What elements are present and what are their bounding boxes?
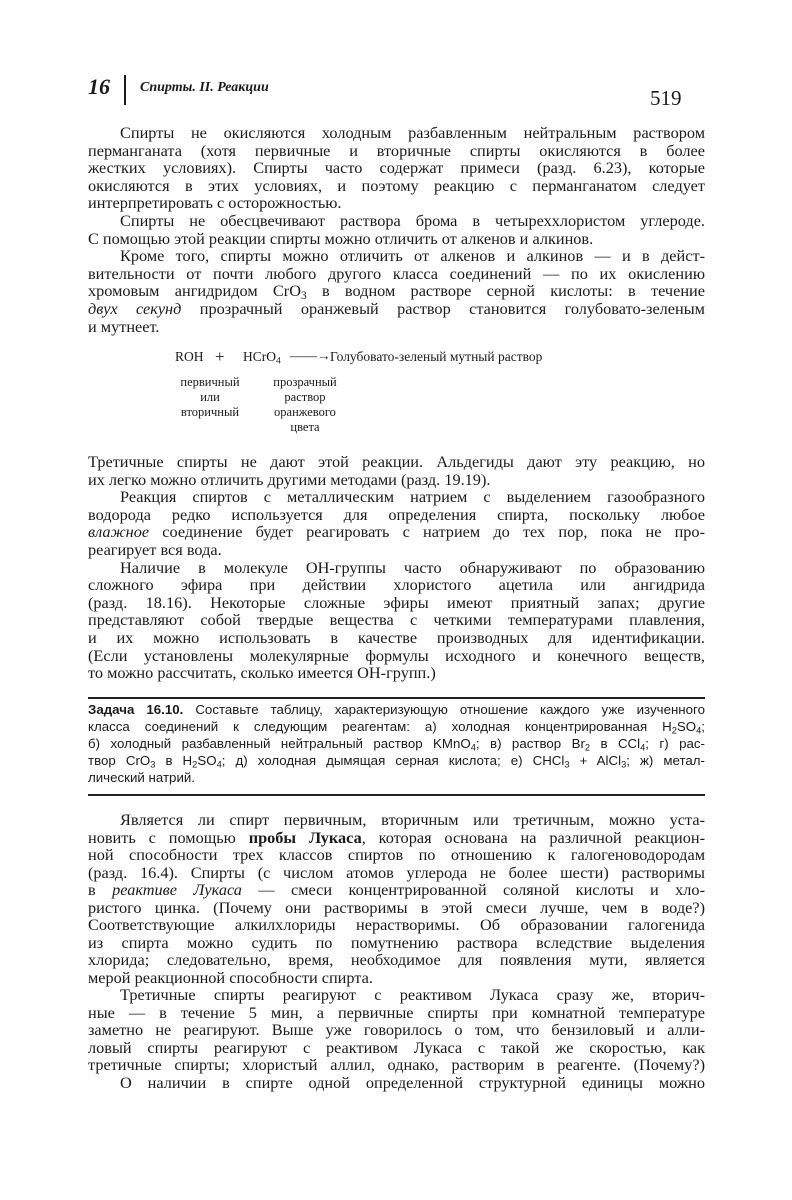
text-line: [88, 559, 705, 577]
text-segment: (разд. 18.16). Некоторые сложные эфиры имеют приятный запах; другие: [88, 592, 705, 612]
text-segment: ристого цинка. (Почему они растворимы в этой смеси лучше, чем в воде?): [88, 897, 705, 917]
subscript: 4: [216, 759, 222, 770]
text-segment: новить с помощью: [88, 827, 249, 847]
subscript: 2: [584, 742, 591, 753]
text-segment: в водном растворе серной кислоты: в течение: [306, 281, 705, 301]
subscript: 4: [640, 742, 646, 753]
text-line: [88, 453, 705, 471]
text-line: [88, 576, 705, 594]
bold-text: пробы Лукаса: [248, 827, 362, 847]
text-line: [88, 969, 705, 987]
text-segment: и мутнеет.: [88, 316, 160, 336]
text-segment: О наличии в спирте одной определенной структурной единицы можно: [120, 1072, 705, 1092]
text-line: [88, 506, 705, 524]
page-number: 519: [650, 86, 682, 110]
text-line: [88, 769, 705, 786]
text-segment: , которая основана на различной реакцион-: [361, 827, 705, 847]
italic-text: влажное: [88, 522, 150, 542]
note-line: цвета: [290, 420, 320, 434]
text-segment: С помощью этой реакции спирты можно отличить от алкенов и алкинов.: [88, 228, 594, 248]
text-line: [88, 1056, 705, 1074]
text-segment: вительности от почти любого другого класса соединений — по их окислению: [88, 263, 705, 283]
text-segment: б) холодный разбавленный нейтральный раствор KMnO: [88, 736, 471, 751]
text-line: [88, 899, 705, 917]
text-line: [88, 1074, 705, 1092]
text-line: [88, 1021, 705, 1039]
text-segment: Является ли спирт первичным, вторичным или третичным, можно уста-: [120, 810, 705, 829]
text-segment: + AlCl: [569, 753, 622, 768]
text-segment: (разд. 16.4). Спирты (с числом атомов углерода не более шести) растворимы: [88, 862, 705, 882]
text-line: [88, 647, 705, 665]
text-line: [88, 934, 705, 952]
text-line: [88, 194, 705, 212]
text-line: [88, 318, 705, 336]
text-line: [88, 247, 705, 265]
text-segment: Третичные спирты реагируют с реактивом Лукаса сразу же, вторич-: [120, 985, 705, 1004]
reaction-arrow: ——→: [290, 348, 331, 363]
text-segment: твор CrO: [88, 753, 151, 768]
product: Голубовато-зеленый мутный раствор: [330, 349, 543, 364]
text-segment: заметно не реагируют. Выше уже говорилось о том, что бензиловый и алли-: [88, 1020, 705, 1039]
text-line: [88, 265, 705, 283]
subscript: 3: [150, 759, 156, 770]
text-segment: водорода редко используется для определения спирта, поскольку любое: [88, 504, 705, 524]
problem-bottom-rule: [88, 794, 705, 796]
paragraphs-oxidation: [88, 124, 705, 335]
text-segment: ;: [701, 719, 705, 734]
text-segment: класса соединений к следующим реагентам: а) холодная концентрированная H: [88, 719, 672, 734]
text-line: [88, 811, 705, 829]
subscript: 3: [564, 759, 570, 770]
note-line: прозрачный: [273, 375, 337, 389]
text-line: [88, 629, 705, 647]
text-line: [88, 611, 705, 629]
subscript: 4: [470, 742, 476, 753]
text-segment: соединение будет реагировать с натрием до тех пор, пока не про-: [149, 522, 705, 542]
subscript: 3: [621, 759, 627, 770]
text-segment: интерпретировать с осторожностью.: [88, 193, 342, 213]
text-line: [88, 230, 705, 248]
text-segment: сложного эфира при действии хлористого ацетила или ангидрида: [88, 575, 705, 595]
text-line: [88, 846, 705, 864]
text-line: [88, 664, 705, 682]
reagent: [243, 349, 281, 365]
text-segment: — смеси концентрированной соляной кислоты и хло-: [241, 880, 705, 899]
text-segment: прозрачный оранжевый раствор становится голубовато-зеленым: [181, 298, 705, 318]
text-segment: ; ж) метал-: [626, 753, 705, 768]
note-line: первичный: [180, 375, 240, 389]
text-segment: ловый спирты реагируют с реактивом Лукаса с такой же скоростью, как: [88, 1037, 705, 1057]
text-segment: ; д) холодная дымящая серная кислота; е) CHCl: [221, 753, 565, 768]
text-segment: ; в) раствор Br: [475, 736, 585, 751]
text-segment: Кроме того, спирты можно отличить от алкенов и алкинов — и в дейст-: [120, 246, 705, 266]
text-segment: Спирты не обесцвечивают раствора брома в четыреххлористом углероде.: [120, 210, 705, 230]
reagent-subscript: 4: [276, 356, 281, 367]
header-divider: [124, 75, 126, 105]
note-line: раствор: [284, 390, 326, 404]
text-segment: Наличие в молекуле ОН-группы часто обнаруживают по образованию: [120, 557, 705, 577]
text-line: [88, 701, 705, 718]
text-segment: SO: [197, 753, 217, 768]
chapter-title: Спирты. II. Реакции: [140, 80, 269, 95]
text-line: [88, 488, 705, 506]
text-line: [88, 864, 705, 882]
text-line: [88, 523, 705, 541]
subscript: 3: [300, 290, 307, 303]
note-line: оранжевого: [274, 405, 336, 419]
text-segment: хлорида; следовательно, время, необходимое для появления мути, является: [88, 950, 705, 969]
text-line: [88, 541, 705, 559]
text-segment: в: [88, 880, 113, 899]
text-line: [88, 177, 705, 195]
text-segment: представляют собой твердые вещества с четкими температурами плавления,: [88, 610, 705, 630]
text-segment: перманганата (хотя первичные и вторичные спирты окисляются в более: [88, 140, 705, 160]
paragraphs-reactions: [88, 453, 705, 682]
text-line: [88, 212, 705, 230]
text-line: [88, 594, 705, 612]
reagent-formula: HCrO: [243, 349, 276, 364]
text-segment: ной способности трех классов спиртов по отношению к галогеноводородам: [88, 845, 705, 864]
subscript: 4: [696, 725, 702, 736]
reagent-note: [255, 375, 355, 435]
paragraphs-lucas-test: [88, 811, 705, 1091]
reactant: ROH: [175, 349, 204, 364]
plus-sign: +: [215, 347, 225, 366]
text-line: [88, 471, 705, 489]
problem-top-rule: [88, 697, 705, 699]
text-line: [88, 159, 705, 177]
text-segment: (Если установлены молекулярные формулы исходного и конечного веществ,: [88, 645, 705, 665]
text-line: [88, 1039, 705, 1057]
text-segment: Третичные спирты не дают этой реакции. Альдегиды дают эту реакцию, но: [88, 452, 705, 471]
text-segment: в CCl: [590, 736, 641, 751]
text-segment: мерой реакционной способности спирта.: [88, 967, 373, 987]
text-line: [88, 281, 705, 303]
text-segment: ; г) рас-: [645, 736, 705, 751]
problem-16-10: [88, 701, 705, 786]
text-line: [88, 142, 705, 160]
subscript: 2: [192, 759, 198, 770]
text-segment: из спирта можно судить по помутнению раствора вследствие выделения: [88, 932, 705, 952]
text-line: [88, 300, 705, 318]
text-line: [88, 124, 705, 142]
italic-text: двух секунд: [88, 298, 182, 318]
text-line: [88, 718, 705, 735]
text-line: [88, 881, 705, 899]
text-segment: ные — в течение 5 мин, а первичные спирты при комнатной температуре: [88, 1002, 705, 1022]
bold-text: Задача 16.10.: [88, 702, 184, 717]
text-segment: Спирты не окисляются холодным разбавленным нейтральным раствором: [120, 123, 705, 142]
text-line: [88, 735, 705, 752]
text-segment: Соответствующие алкилхлориды нерастворимы. Об образовании галогенида: [88, 915, 705, 934]
reactant-note: [160, 375, 260, 420]
text-segment: SO: [676, 719, 697, 734]
text-segment: их легко можно отличить другими методами (разд. 19.19).: [88, 469, 491, 489]
note-line: или: [200, 390, 220, 404]
text-line: [88, 829, 705, 847]
text-segment: жестких условиях). Спирты часто содержат примеси (разд. 6.23), которые: [88, 158, 705, 178]
text-segment: и их можно использовать в качестве производных для идентификации.: [88, 627, 705, 647]
text-segment: в H: [155, 753, 193, 768]
text-line: [88, 951, 705, 969]
subscript: 2: [671, 725, 677, 736]
chapter-number: 16: [88, 74, 110, 99]
note-line: вторичный: [180, 405, 240, 419]
text-segment: то можно рассчитать, сколько имеется ОН-групп.): [88, 663, 436, 683]
text-segment: Составьте таблицу, характеризующую отношение каждого уже изученного: [183, 702, 705, 717]
text-segment: реагирует вся вода.: [88, 539, 222, 559]
text-segment: Реакция спиртов с металлическим натрием с выделением газообразного: [120, 487, 705, 507]
text-segment: окисляются в этих условиях, и поэтому реакцию с перманганатом следует: [88, 175, 705, 195]
text-segment: лический натрий.: [88, 770, 196, 785]
text-line: [88, 916, 705, 934]
text-line: [88, 752, 705, 769]
text-line: [88, 986, 705, 1004]
text-segment: третичные спирты; хлористый аллил, однако, растворим в реагенте. (Почему?): [88, 1055, 705, 1074]
text-line: [88, 1004, 705, 1022]
text-segment: хромовым ангидридом CrO: [88, 281, 301, 301]
italic-text: реактиве Лукаса: [112, 880, 242, 899]
